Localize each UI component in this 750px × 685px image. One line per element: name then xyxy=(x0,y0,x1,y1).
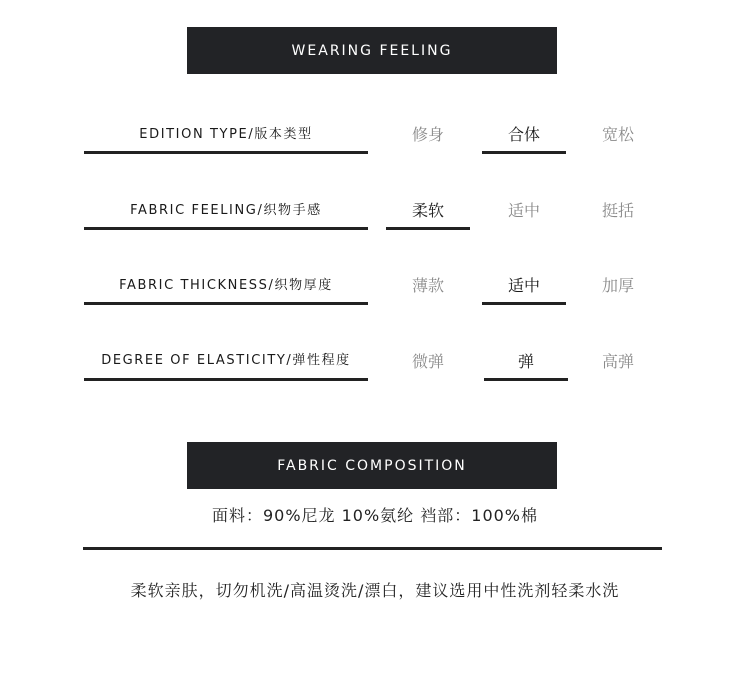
edition-option-2-selected: 合体 xyxy=(507,125,540,144)
thickness-option-3: 加厚 xyxy=(601,276,634,295)
elasticity-option-1: 微弹 xyxy=(411,352,444,371)
elasticity-option-3: 高弹 xyxy=(601,352,634,371)
thickness-option-2-selected: 适中 xyxy=(507,276,540,295)
edition-type-underline xyxy=(84,151,368,154)
edition-option-3: 宽松 xyxy=(601,125,634,144)
edition-option-1: 修身 xyxy=(411,125,444,144)
edition-selected-underline xyxy=(482,151,566,154)
section-divider xyxy=(83,547,662,550)
feeling-option-3: 挺括 xyxy=(601,201,634,220)
elasticity-label: DEGREE OF ELASTICITY/弹性程度 xyxy=(101,353,351,368)
elasticity-underline xyxy=(84,378,368,381)
fabric-composition-banner xyxy=(187,442,557,489)
thickness-selected-underline xyxy=(482,302,566,305)
feeling-option-1-selected: 柔软 xyxy=(411,201,444,220)
thickness-option-1: 薄款 xyxy=(411,276,444,295)
elasticity-selected-underline xyxy=(484,378,568,381)
wearing-feeling-title: WEARING FEELING xyxy=(291,42,453,59)
care-instructions: 柔软亲肤，切勿机洗/高温烫洗/漂白，建议选用中性洗剂轻柔水洗 xyxy=(130,581,620,600)
fabric-feeling-underline xyxy=(84,227,368,230)
fabric-composition-title: FABRIC COMPOSITION xyxy=(277,457,467,474)
fabric-feeling-label: FABRIC FEELING/织物手感 xyxy=(130,203,322,218)
elasticity-option-2-selected: 弹 xyxy=(517,352,534,371)
feeling-selected-underline xyxy=(386,227,470,230)
wearing-feeling-banner xyxy=(187,27,557,74)
edition-type-label: EDITION TYPE/版本类型 xyxy=(139,127,313,142)
composition-detail: 面料：90%尼龙 10%氨纶 裆部：100%棉 xyxy=(211,506,539,525)
fabric-thickness-label: FABRIC THICKNESS/织物厚度 xyxy=(119,278,333,293)
fabric-thickness-underline xyxy=(84,302,368,305)
feeling-option-2: 适中 xyxy=(507,201,540,220)
